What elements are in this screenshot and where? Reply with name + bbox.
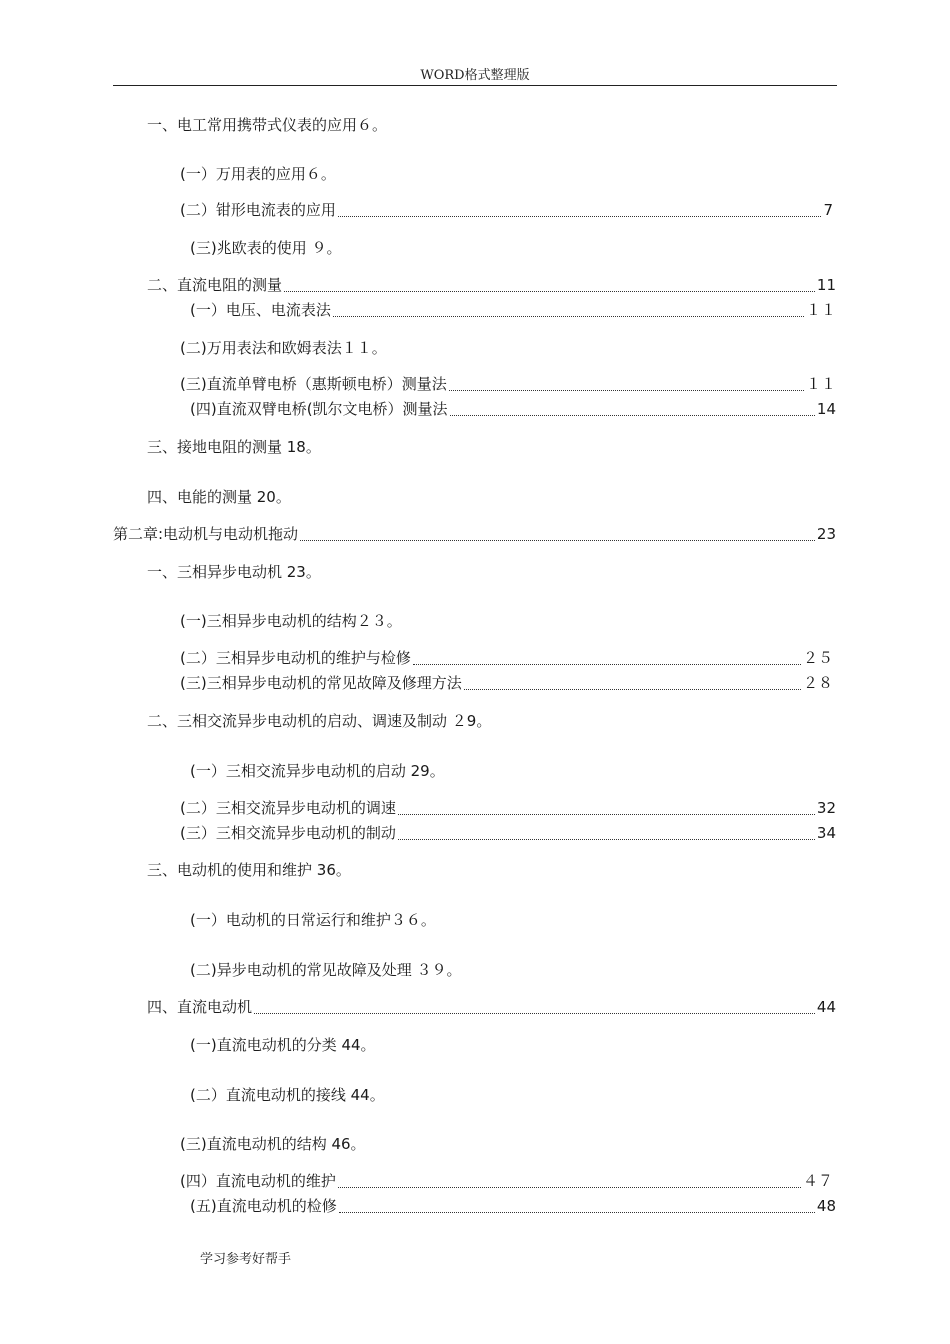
toc-entry-page: ２８ [802, 674, 833, 692]
toc-entry-page: １１ [805, 375, 836, 393]
toc-entry[interactable]: (一）万用表的应用６。 [180, 165, 336, 183]
dot-leader [413, 664, 801, 665]
toc-entry[interactable]: (一)三相异步电动机的结构２３。 [180, 612, 402, 630]
toc-entry[interactable]: 三、电动机的使用和维护 36。 [147, 861, 351, 879]
dot-leader [338, 216, 822, 217]
dot-leader [254, 1013, 815, 1014]
toc-entry-title: 二、直流电阻的测量 [147, 276, 283, 294]
toc-entry-title: 四、直流电动机 [147, 998, 253, 1016]
toc-entry[interactable]: (一）三相交流异步电动机的启动 29。 [190, 762, 445, 780]
toc-entry-page: 32 [816, 799, 836, 817]
dot-leader [450, 415, 815, 416]
toc-entry-page: 48 [816, 1197, 836, 1215]
toc-entry[interactable]: 四、电能的测量 20。 [147, 488, 291, 506]
toc-entry-title: (五)直流电动机的检修 [190, 1197, 337, 1215]
dot-leader [449, 390, 804, 391]
toc-entry[interactable] [180, 374, 836, 394]
toc-entry[interactable] [180, 648, 833, 668]
toc-entry[interactable] [147, 997, 836, 1017]
dot-leader [338, 1187, 801, 1188]
toc-entry[interactable] [180, 200, 833, 220]
dot-leader [300, 540, 815, 541]
toc-entry-page: 44 [816, 998, 836, 1016]
toc-entry[interactable] [180, 823, 836, 843]
toc-entry-title: (一）电压、电流表法 [190, 301, 331, 319]
toc-entry[interactable] [190, 300, 836, 320]
toc-entry[interactable] [113, 524, 836, 544]
toc-entry-title: (四)直流双臂电桥(凯尔文电桥）测量法 [190, 400, 448, 418]
toc-entry[interactable] [147, 275, 836, 295]
toc-entry[interactable] [180, 673, 833, 693]
toc-entry[interactable]: (二）直流电动机的接线 44。 [190, 1086, 385, 1104]
toc-entry[interactable] [190, 1196, 836, 1216]
toc-entry[interactable]: 一、电工常用携带式仪表的应用６。 [147, 116, 388, 134]
toc-entry[interactable] [190, 399, 836, 419]
toc-entry-page: １１ [805, 301, 836, 319]
toc-entry[interactable] [180, 1171, 833, 1191]
toc-entry[interactable]: 一、三相异步电动机 23。 [147, 563, 321, 581]
toc-entry-page: ４７ [802, 1172, 833, 1190]
toc-entry-title: (二）钳形电流表的应用 [180, 201, 336, 219]
toc-entry-title: (三)直流单臂电桥（惠斯顿电桥）测量法 [180, 375, 447, 393]
toc-entry[interactable]: (三)兆欧表的使用 ９。 [190, 239, 342, 257]
toc-entry[interactable]: (一）电动机的日常运行和维护３６。 [190, 911, 436, 929]
toc-entry-page: 14 [816, 400, 836, 418]
toc-entry[interactable]: (三)直流电动机的结构 46。 [180, 1135, 366, 1153]
header-rule [113, 85, 837, 86]
toc-entry-title: (二）三相交流异步电动机的调速 [180, 799, 396, 817]
toc-entry-page: 11 [816, 276, 836, 294]
toc-entry-page: 23 [816, 525, 836, 543]
toc-entry-title: 第二章:电动机与电动机拖动 [113, 525, 299, 543]
dot-leader [464, 689, 801, 690]
toc-entry-page: 34 [816, 824, 836, 842]
toc-entry[interactable]: (二)万用表法和欧姆表法１１。 [180, 339, 387, 357]
toc-entry-page: 7 [823, 201, 833, 219]
dot-leader [398, 839, 815, 840]
toc-entry[interactable]: 三、接地电阻的测量 18。 [147, 438, 321, 456]
toc-entry-title: (三）三相交流异步电动机的制动 [180, 824, 396, 842]
toc-entry[interactable]: 二、三相交流异步电动机的启动、调速及制动 ２9。 [147, 712, 492, 730]
page-footer: 学习参考好帮手 [200, 1252, 292, 1267]
dot-leader [339, 1212, 815, 1213]
page-header: WORD格式整理版 [420, 68, 530, 83]
dot-leader [398, 814, 815, 815]
toc-entry-title: (三)三相异步电动机的常见故障及修理方法 [180, 674, 462, 692]
toc-entry-page: ２５ [802, 649, 833, 667]
toc-entry[interactable] [180, 798, 836, 818]
toc-entry[interactable]: (一)直流电动机的分类 44。 [190, 1036, 376, 1054]
toc-entry-title: (二）三相异步电动机的维护与检修 [180, 649, 411, 667]
dot-leader [284, 291, 815, 292]
toc-entry[interactable]: (二)异步电动机的常见故障及处理 ３９。 [190, 961, 462, 979]
dot-leader [333, 316, 804, 317]
toc-entry-title: (四）直流电动机的维护 [180, 1172, 336, 1190]
